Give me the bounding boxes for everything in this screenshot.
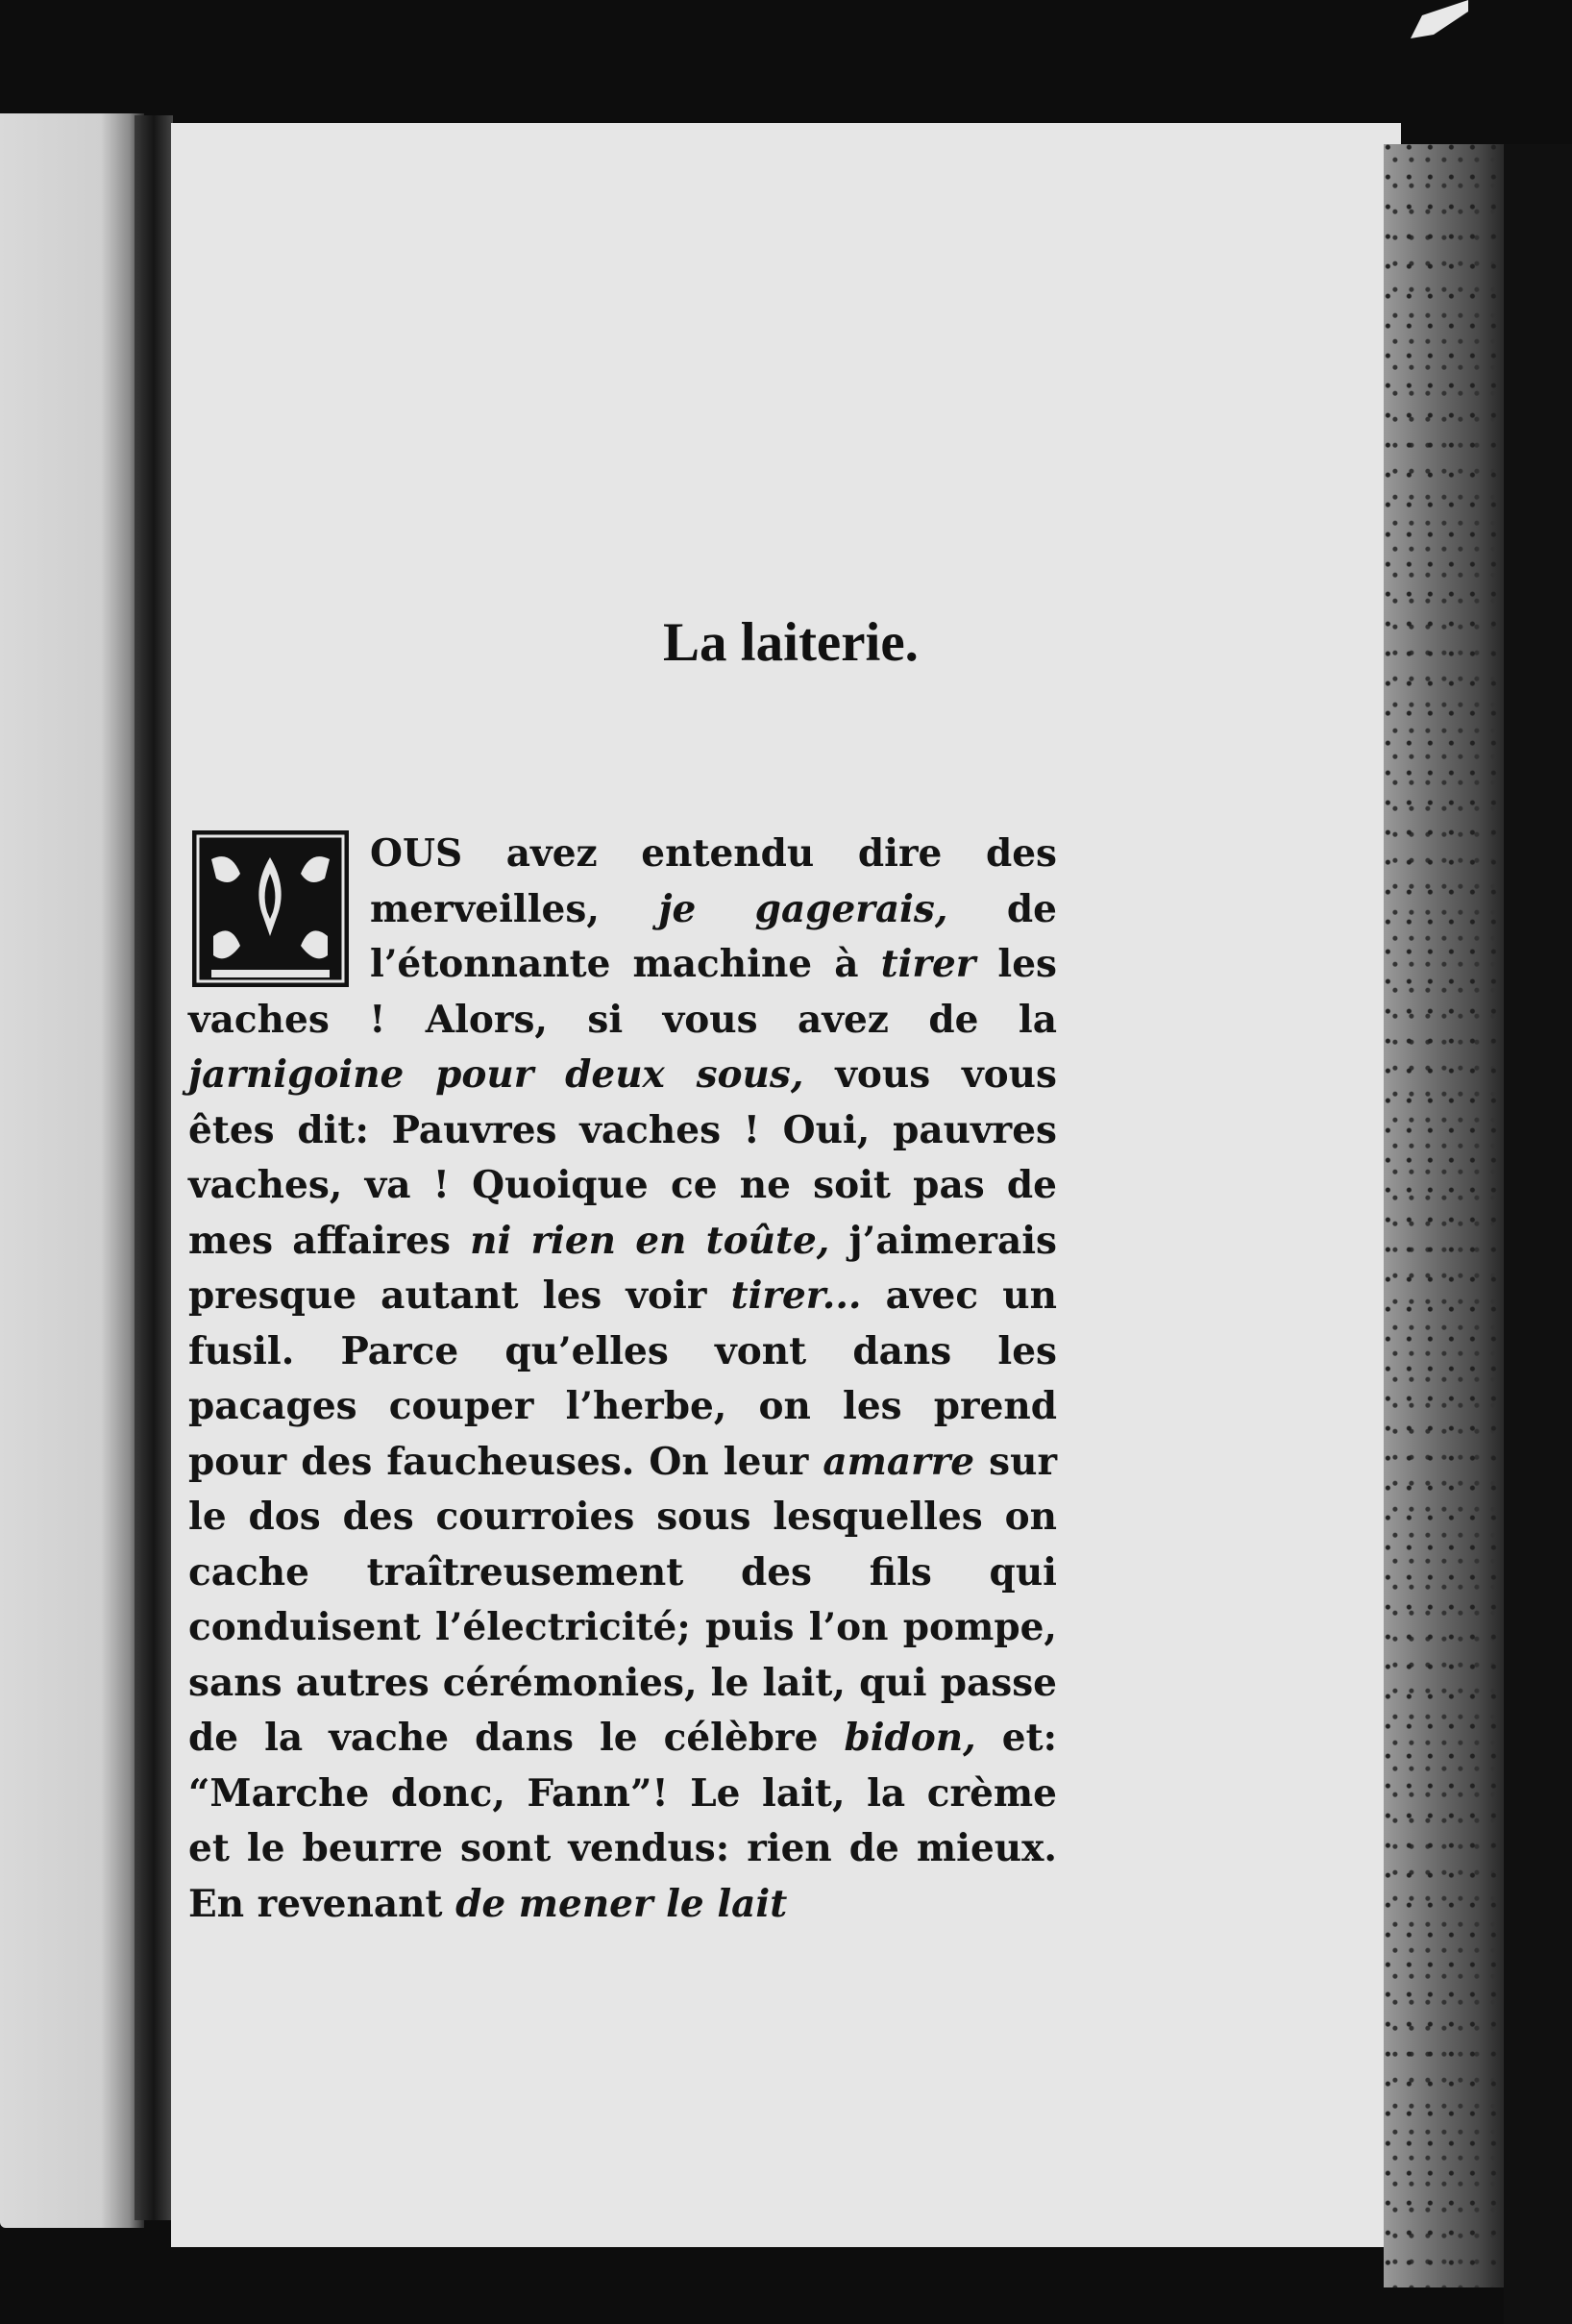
text-run: les vaches ! Alors, si vous avez de la xyxy=(188,942,1057,1042)
body-text xyxy=(188,827,1057,1932)
italic-phrase: bidon, xyxy=(844,1716,976,1760)
text-run: sur le dos des courroies sous lesquelles on cache traîtreusement des fils qui conduisent l’électricité; puis l’on pompe, sans autres cérémonies, le lait, qui passe de la vache dans le célèbre xyxy=(188,1439,1057,1760)
italic-phrase: amarre xyxy=(823,1439,975,1484)
text-run: de l’étonnante machine à xyxy=(370,886,1057,986)
text-run: et: “Marche donc, Fann”! Le lait, la crème et le beurre sont vendus: rien de mieux. En revenant xyxy=(188,1716,1057,1926)
italic-phrase: ni rien en toûte, xyxy=(470,1218,830,1263)
page-edge-stack xyxy=(1384,144,1509,2287)
ornamental-dropcap xyxy=(192,830,349,987)
text-run: avec un fusil. Parce qu’elles vont dans les pacages couper l’herbe, on les prend pour des faucheuses. On leur xyxy=(188,1273,1057,1484)
text-run: OUS avez entendu dire des merveilles, xyxy=(370,831,1057,931)
italic-phrase: de mener le lait xyxy=(455,1881,788,1926)
scan-border xyxy=(1504,144,1572,2324)
italic-phrase: tirer... xyxy=(730,1273,862,1318)
text-run: vous vous êtes dit: Pauvres vaches ! Oui, pauvres vaches, va ! Quoique ce ne soit pas de mes affaires xyxy=(188,1052,1057,1263)
italic-phrase: je gagerais, xyxy=(658,886,948,931)
chapter-title: La laiterie. xyxy=(663,612,919,673)
text-run: j’aimerais presque autant les voir xyxy=(188,1218,1057,1318)
paragraph xyxy=(188,827,1057,1932)
book-spine xyxy=(135,115,173,2220)
italic-phrase: jarnigoine pour deux sous, xyxy=(188,1052,804,1097)
facing-page-left xyxy=(0,113,144,2228)
scan-artifact xyxy=(1411,0,1468,38)
dropcap-ornament-icon xyxy=(192,830,349,987)
italic-phrase: tirer xyxy=(880,942,976,986)
